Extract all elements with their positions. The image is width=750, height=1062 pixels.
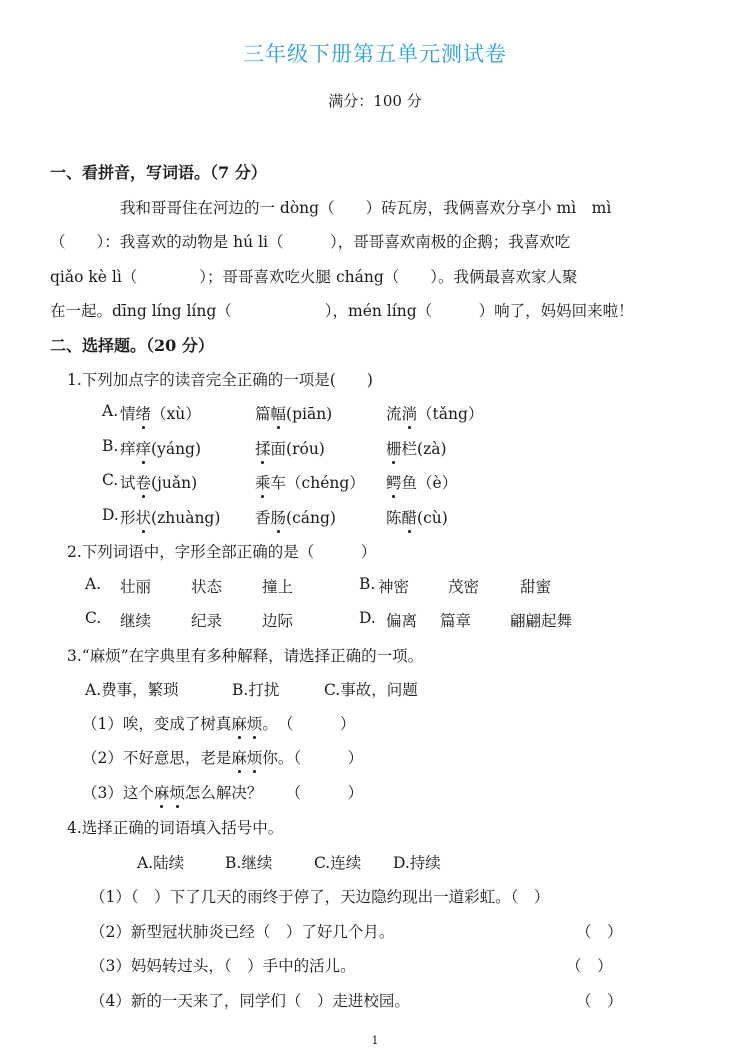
q1-option-b-word-2: 揉面(róu)	[255, 437, 325, 459]
q4-item-3: （3）妈妈转过头，（ ）手中的活儿。	[90, 957, 356, 975]
q4-option-a: A.陆续	[137, 854, 185, 872]
q4-option-c: C.连续	[314, 854, 362, 872]
q1-option-a-word-1: 情绪（xù）	[120, 402, 201, 424]
q2-a-word-1: 壮丽	[120, 578, 152, 596]
q1-option-b-label: B.	[102, 437, 119, 455]
s1-line-1: 我和哥哥住在河边的一 dòng（ ）砖瓦房，我俩喜欢分享小 mì mì	[120, 199, 612, 217]
q1-option-b-word-3: 栅栏(zà)	[386, 437, 447, 459]
q2-d-word-1: 偏离	[386, 612, 418, 630]
q1-option-c-word-3: 鳄鱼（è）	[386, 471, 457, 493]
q2-stem: 2.下列词语中，字形全部正确的是（ ）	[67, 543, 377, 561]
q2-b-word-1: 神密	[378, 578, 410, 596]
q2-a-word-3: 撞上	[262, 578, 294, 596]
q4-item-1: （1）（ ）下了几天的雨终于停了，天边隐约现出一道彩虹。（ ）	[90, 888, 550, 906]
q1-option-a-word-2: 篇幅(piān)	[255, 402, 332, 424]
q1-option-c-word-1: 试卷(juǎn)	[120, 471, 197, 493]
q1-option-d-word-2: 香肠(cáng)	[255, 506, 336, 528]
q3-item-1: （1）唉，变成了树真麻烦。 （ ）	[82, 712, 355, 734]
q2-c-word-3: 边际	[262, 612, 294, 630]
q2-option-d-label: D.	[359, 609, 376, 627]
q4-item-2: （2）新型冠状肺炎已经（ ）了好几个月。	[90, 923, 395, 941]
q4-item-4: （4）新的一天来了，同学们（ ）走进校园。	[90, 992, 410, 1010]
q1-option-a-word-3: 流淌（tǎng）	[386, 402, 483, 424]
q1-option-d-word-3: 陈醋(cù)	[386, 506, 448, 528]
q4-stem: 4.选择正确的词语填入括号中。	[67, 819, 284, 837]
s1-line-4: 在一起。dīng líng líng（ ），mén líng（ ）响了，妈妈回来啦！	[50, 302, 634, 320]
s1-line-2: （ ）：我喜欢的动物是 hú li（ ），哥哥喜欢南极的企鹅；我喜欢吃	[50, 233, 571, 251]
q2-b-word-3: 甜蜜	[520, 578, 552, 596]
total-score: 满分：100 分	[328, 92, 422, 110]
q4-item-2-answer: （ ）	[576, 923, 623, 941]
q2-b-word-2: 茂密	[448, 578, 480, 596]
page-title: 三年级下册第五单元测试卷	[243, 42, 507, 66]
q1-option-d-word-1: 形状(zhuàng)	[120, 506, 220, 528]
q2-d-word-2: 篇章	[440, 612, 472, 630]
q2-d-word-3: 翩翩起舞	[510, 612, 573, 630]
q2-option-c-label: C.	[85, 609, 102, 627]
q1-option-d-label: D.	[102, 506, 119, 524]
q1-option-c-label: C.	[102, 471, 119, 489]
q1-option-b-word-1: 痒痒(yáng)	[120, 437, 201, 459]
q1-option-c-word-2: 乘车（chéng）	[255, 471, 365, 493]
q2-a-word-2: 状态	[191, 578, 223, 596]
q3-option-c: C.事故，问题	[324, 681, 418, 699]
q2-option-a-label: A.	[85, 575, 102, 593]
q1-option-a-label: A.	[102, 402, 119, 420]
q1-stem: 1.下列加点字的读音完全正确的一项是( )	[67, 371, 373, 389]
s1-line-3: qiǎo kè lì（ ）；哥哥喜欢吃火腿 cháng（ ）。我俩最喜欢家人聚	[50, 268, 578, 286]
q2-c-word-1: 继续	[120, 612, 152, 630]
q4-option-d: D.持续	[393, 854, 441, 872]
q3-item-2: （2）不好意思，老是麻烦你。（ ）	[82, 746, 363, 768]
q2-c-word-2: 纪录	[191, 612, 223, 630]
page-number: 1	[371, 1034, 379, 1047]
q4-item-3-answer: （ ）	[566, 957, 613, 975]
section-1-heading: 一、看拼音，写词语。（7 分）	[50, 163, 267, 182]
q3-option-b: B.打扰	[232, 681, 280, 699]
q3-stem: 3.“麻烦”在字典里有多种解释，请选择正确的一项。	[67, 647, 424, 665]
q4-option-b: B.继续	[225, 854, 273, 872]
q3-option-a: A.费事，繁琐	[85, 681, 179, 699]
q2-option-b-label: B.	[359, 575, 376, 593]
q3-item-3: （3）这个麻烦怎么解决？ （ ）	[82, 781, 363, 803]
section-2-heading: 二、选择题。（20 分）	[50, 336, 214, 355]
q4-item-4-answer: （ ）	[576, 992, 623, 1010]
